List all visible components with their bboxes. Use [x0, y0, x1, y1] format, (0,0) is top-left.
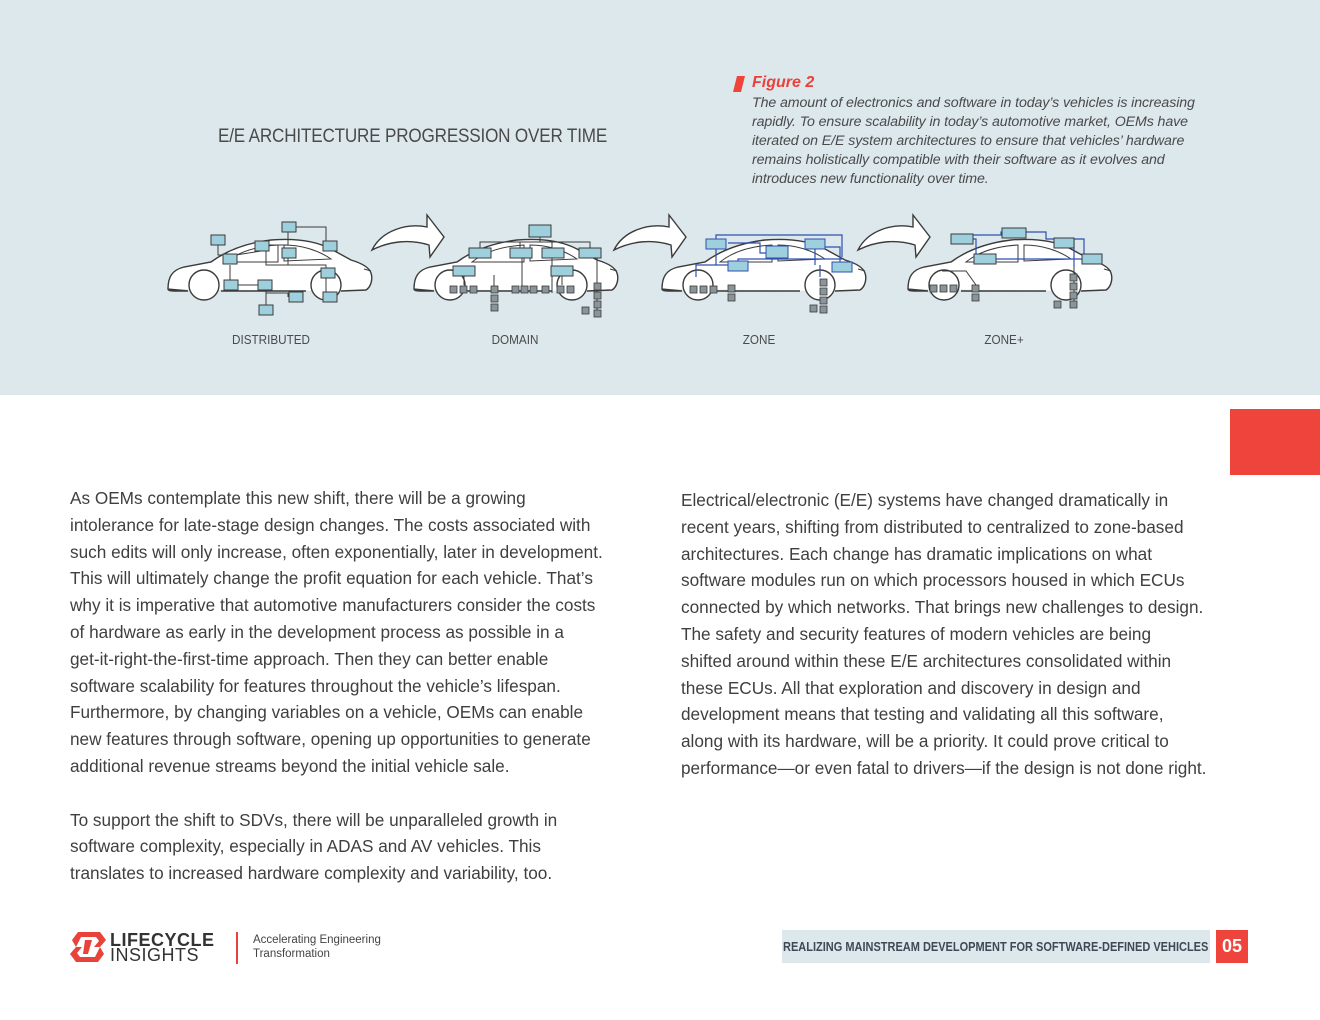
architecture-diagram — [0, 195, 1320, 325]
text-line: As OEMs contemplate this new shift, there will be a growing — [70, 488, 526, 508]
car-zone-plus — [908, 228, 1112, 308]
caption-slash-icon — [733, 76, 745, 92]
logo-divider — [236, 932, 238, 964]
figure-title: E/E ARCHITECTURE PROGRESSION OVER TIME — [218, 126, 608, 147]
left-column — [70, 485, 650, 887]
caption-line: rapidly. To ensure scalability in today’s automotive market, OEMs have — [752, 114, 1188, 130]
text-line: development means that testing and validating all this software, — [681, 704, 1164, 725]
progress-arrow — [614, 215, 686, 257]
caption-line: introduces new functionality over time. — [752, 171, 989, 187]
logo-wordmark-line-2: INSIGHTS — [110, 945, 200, 965]
car-domain — [414, 225, 618, 317]
accent-tab — [1230, 409, 1320, 475]
lifecycle-logo-icon — [70, 930, 106, 964]
figure-caption-label: Figure 2 — [752, 74, 815, 91]
text-line: get-it-right-the-first-time approach. Then they can better enable — [70, 648, 549, 669]
logo-wordmark-line-1: LIFECYCLE — [110, 930, 215, 950]
stage-label-domain: DOMAIN — [491, 332, 539, 347]
text-line: The safety and security features of modern vehicles are being — [681, 623, 1152, 644]
right-column — [681, 487, 1251, 782]
text-line: shifted around within these E/E architectures consolidated within — [681, 650, 1172, 671]
text-line: software modules run on which processors housed in which ECUs — [681, 570, 1185, 591]
text-line: performance—or even fatal to drivers—if the design is not done right. — [681, 757, 1207, 778]
document-title — [782, 930, 1210, 963]
text-line: software scalability for features throughout the vehicle’s lifespan. — [70, 675, 561, 696]
stage-label-zone: ZONE — [742, 332, 776, 347]
text-line: architectures. Each change has dramatic implications on what — [681, 543, 1152, 564]
text-line: along with its hardware, will be a priority. It could prove critical to — [681, 731, 1169, 752]
figure-caption — [752, 94, 1252, 189]
stage-label-zone-plus: ZONE+ — [984, 332, 1024, 347]
page-number: 05 — [1216, 930, 1248, 963]
progress-arrow — [372, 215, 444, 257]
text-line: such edits will only increase, often exponentially, later in development. — [70, 541, 603, 562]
paragraph-sdv — [70, 807, 650, 887]
caption-line: The amount of electronics and software in today’s vehicles is increasing — [752, 95, 1195, 111]
text-line: connected by which networks. That brings new challenges to design. — [681, 597, 1204, 618]
text-line: why it is imperative that automotive manufacturers consider the costs — [70, 595, 596, 616]
text-line: This will ultimately change the profit equation for each vehicle. That’s — [70, 568, 593, 589]
text-line: additional revenue streams beyond the initial vehicle sale. — [70, 755, 510, 776]
caption-line: iterated on E/E system architectures to ensure that vehicles’ hardware — [752, 133, 1185, 149]
progress-arrow — [858, 215, 930, 257]
caption-line: remains holistically compatible with their software as it evolves and — [752, 152, 1165, 168]
text-line: these ECUs. All that exploration and discovery in design and — [681, 677, 1141, 698]
text-line: recent years, shifting from distributed to centralized to zone-based — [681, 516, 1184, 537]
paragraph-shift — [70, 485, 650, 780]
car-distributed — [168, 222, 372, 315]
tagline — [253, 933, 403, 961]
text-line: Electrical/electronic (E/E) systems have changed dramatically in — [681, 490, 1169, 510]
text-line: of hardware as early in the development process as possible in a — [70, 621, 564, 642]
text-line: Furthermore, by changing variables on a vehicle, OEMs can enable — [70, 702, 584, 723]
text-line: software complexity, especially in ADAS and AV vehicles. This — [70, 836, 541, 857]
text-line: translates to increased hardware complexity and variability, too. — [70, 863, 553, 884]
text-line: intolerance for late-stage design changes. The costs associated with — [70, 514, 591, 535]
tagline-line: Transformation — [253, 948, 330, 960]
tagline-line: Accelerating Engineering — [253, 934, 381, 946]
document-title-text: REALIZING MAINSTREAM DEVELOPMENT FOR SOFTWARE-DEFINED VEHICLES — [783, 939, 1209, 954]
paragraph-ee-systems — [681, 487, 1251, 782]
car-zone — [662, 235, 866, 313]
text-line: To support the shift to SDVs, there will be unparalleled growth in — [70, 809, 558, 830]
text-line: new features through software, opening up opportunities to generate — [70, 729, 591, 750]
stage-label-distributed: DISTRIBUTED — [231, 332, 310, 347]
